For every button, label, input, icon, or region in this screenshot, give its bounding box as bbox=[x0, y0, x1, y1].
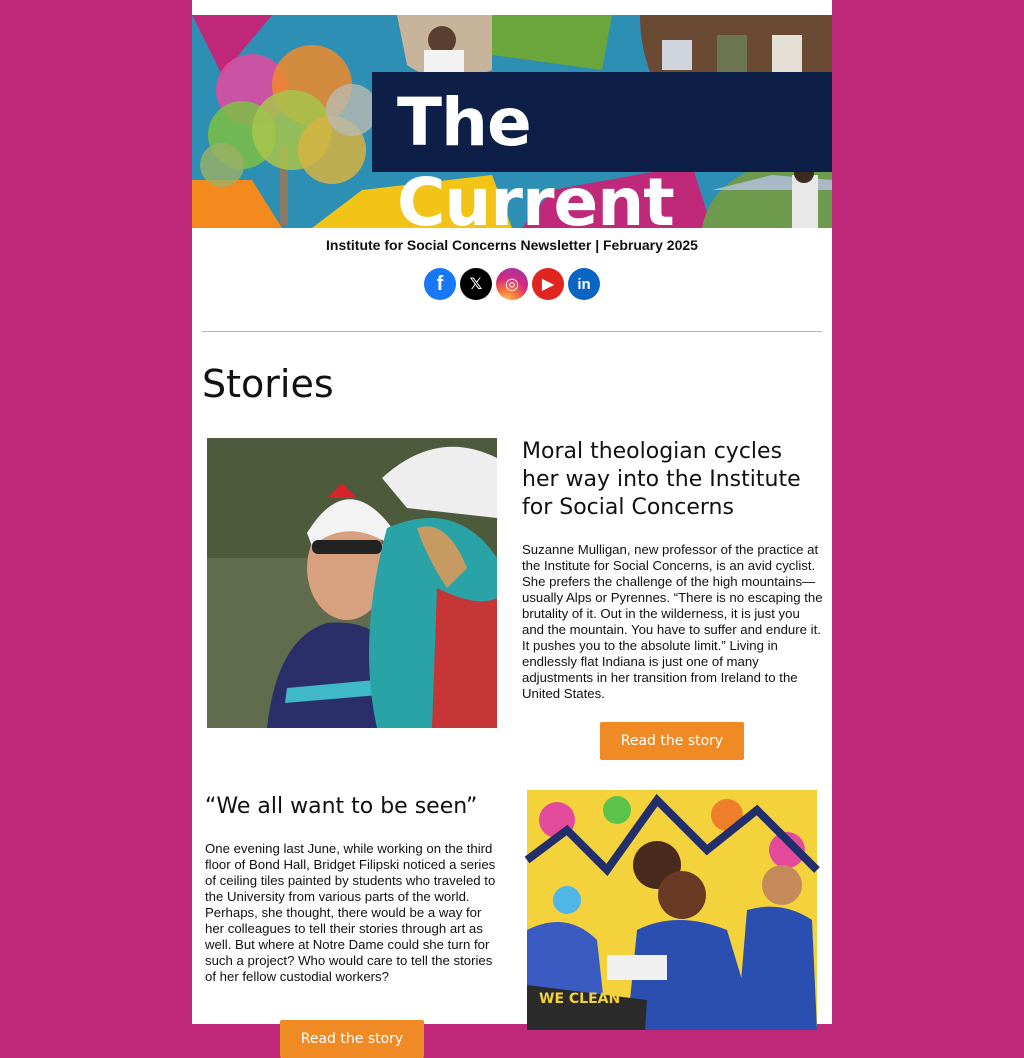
section-heading: Stories bbox=[202, 362, 334, 406]
instagram-icon[interactable]: ◎ bbox=[496, 268, 528, 300]
newsletter-title: The Current bbox=[397, 84, 674, 241]
read-story-button[interactable]: Read the story bbox=[600, 722, 744, 760]
story-title[interactable]: Moral theologian cycles her way into the Institute for Social Concerns bbox=[522, 439, 801, 520]
header-banner bbox=[192, 15, 832, 241]
newsletter-subtitle: Institute for Social Concerns Newsletter | February 2025 bbox=[326, 237, 698, 253]
read-story-button[interactable]: Read the story bbox=[280, 1020, 424, 1058]
mural-text: WE CLEAN bbox=[539, 991, 621, 1007]
youtube-icon[interactable]: ▶ bbox=[532, 268, 564, 300]
section-divider bbox=[202, 331, 822, 332]
x-twitter-icon[interactable]: 𝕏 bbox=[460, 268, 492, 300]
story-summary: One evening last June, while working on the third floor of Bond Hall, Bridget Filipski noticed a series of ceiling tiles painted by students who traveled to the University from various parts of the world. Perhaps, she thought, there would be a way for her colleagues to tell their stories through art as well. But where at Notre Dame could she turn for such a project? Who would care to tell the stories of her fellow custodial workers? bbox=[205, 841, 496, 984]
mural-photo[interactable] bbox=[527, 790, 817, 1030]
newsletter-sheet bbox=[192, 0, 832, 1047]
story-summary: Suzanne Mulligan, new professor of the practice at the Institute for Social Concerns, is an avid cyclist. She prefers the challenge of the high mountains—usually Alps or Pyrennes. “There is no escaping the brutality of it. Out in the wilderness, it is just you and the mountain. You have to suffer and endure it. It pushes you to the absolute limit.” Living in endlessly flat Indiana is just one of many adjustments in her transition from Ireland to the United States. bbox=[522, 542, 823, 701]
cyclist-photo[interactable] bbox=[207, 438, 497, 728]
linkedin-icon[interactable]: in bbox=[568, 268, 600, 300]
story-title[interactable]: “We all want to be seen” bbox=[205, 794, 478, 819]
social-links bbox=[424, 268, 600, 302]
facebook-icon[interactable]: f bbox=[424, 268, 456, 300]
